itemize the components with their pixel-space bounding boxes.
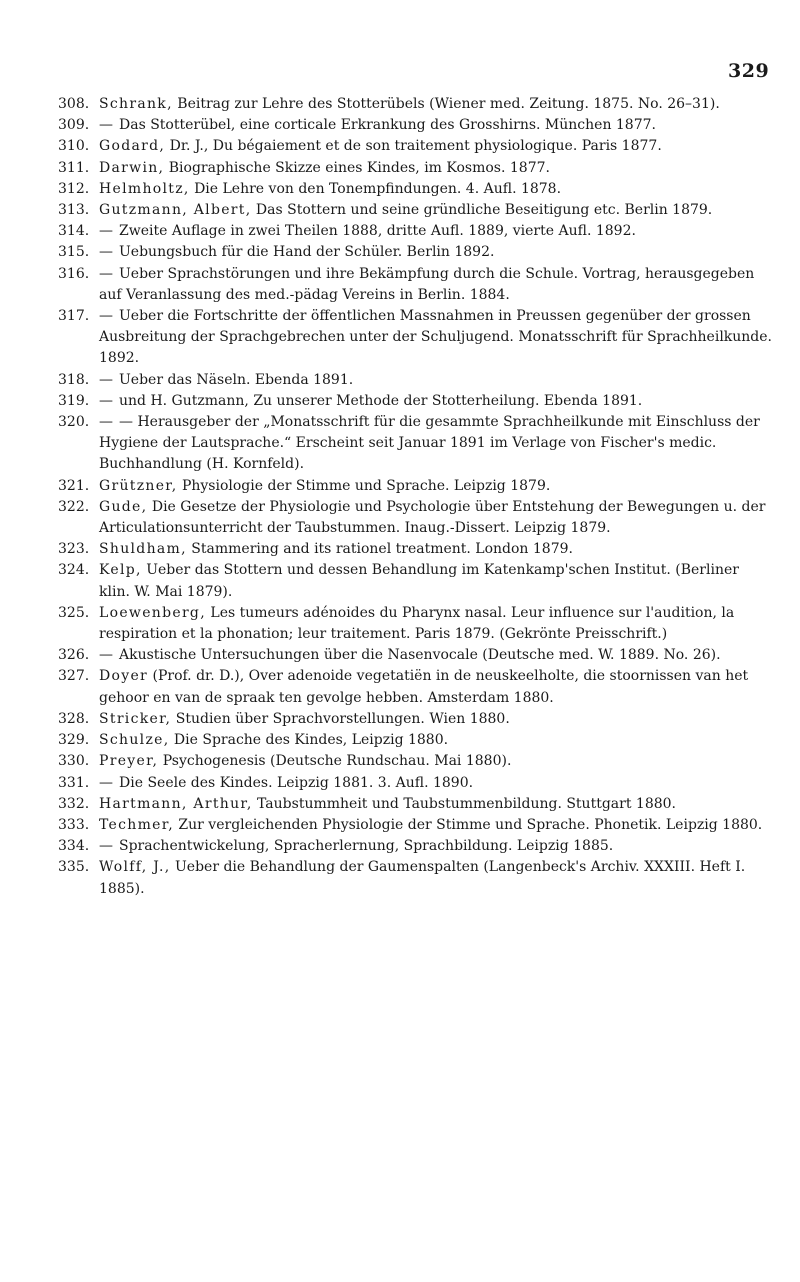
bibliography-entry <box>58 136 774 157</box>
entry-author: Stricker, <box>99 710 172 727</box>
bibliography-entry <box>58 836 774 857</box>
entry-author: Helmholtz, <box>99 180 190 197</box>
ditto-dash: — <box>99 244 113 261</box>
entry-text: Taubstummheit und Taubstummenbildung. Stuttgart 1880. <box>252 795 676 812</box>
bibliography-entry <box>58 391 774 412</box>
bibliography-entry <box>58 560 774 602</box>
entry-number: 324. <box>58 562 90 579</box>
entry-number: 320. <box>58 414 90 431</box>
ditto-dash: — <box>99 308 113 325</box>
entry-text: Ueber das Stottern und dessen Behandlung im Katenkamp'schen Institut. (Berliner klin. W. Mai 1879). <box>99 562 739 600</box>
ditto-dash: — <box>99 774 113 791</box>
entry-text: Sprachentwickelung, Spracherlernung, Sprachbildung. Leipzig 1885. <box>119 838 614 855</box>
entry-number: 330. <box>58 753 90 770</box>
bibliography-entry <box>58 158 774 179</box>
entry-text: Ueber die Behandlung der Gaumenspalten (Langenbeck's Archiv. XXXIII. Heft I. 1885). <box>99 859 746 897</box>
entry-text: Ueber das Näseln. Ebenda 1891. <box>119 371 354 388</box>
entry-text: Uebungsbuch für die Hand der Schüler. Berlin 1892. <box>119 244 495 261</box>
entry-text: — Herausgeber der „Monatsschrift für die gesammte Sprachheilkunde mit Einschluss der Hygiene der Lautsprache.“ Erscheint seit Januar 1891 im Verlage von Fischer's medic. Buchhandlung (H. Kornfeld). <box>99 414 760 473</box>
bibliography-entry <box>58 666 774 708</box>
ditto-dash: — <box>99 392 113 409</box>
bibliography-entry <box>58 709 774 730</box>
entry-text: Psychogenesis (Deutsche Rundschau. Mai 1880). <box>158 753 512 770</box>
bibliography-entry <box>58 200 774 221</box>
bibliography-entry <box>58 857 774 899</box>
entry-author: Shuldham, <box>99 541 187 558</box>
ditto-dash: — <box>99 223 113 240</box>
entry-text: Studien über Sprachvorstellungen. Wien 1880. <box>171 710 510 727</box>
entry-text: Les tumeurs adénoides du Pharynx nasal. Leur influence sur l'audition, la respiration et la phonation; leur traitement. Paris 1879. (Gekrönte Preisschrift.) <box>99 604 735 643</box>
bibliography-entry <box>58 370 774 391</box>
entry-text: (Prof. dr. D.), Over adenoide vegetatiën in de neuskeelholte, die stoornissen van het gehoor en van de spraak ten gevolge hebben. Amsterdam 1880. <box>99 668 749 706</box>
bibliography-entry <box>58 794 774 815</box>
entry-number: 316. <box>58 265 90 282</box>
bibliography-entry <box>58 815 774 836</box>
entry-author: Doyer <box>99 668 149 685</box>
entry-number: 319. <box>58 392 90 409</box>
entry-number: 333. <box>58 816 90 833</box>
entry-author: Techmer, <box>99 816 174 833</box>
entry-number: 329. <box>58 732 90 749</box>
bibliography-entry <box>58 603 774 645</box>
bibliography-entry <box>58 115 774 136</box>
entry-number: 326. <box>58 647 90 664</box>
ditto-dash: — <box>99 117 113 134</box>
bibliography-entry <box>58 412 774 476</box>
entry-text: Dr. J., Du bégaiement et de son traitement physiologique. Paris 1877. <box>165 138 662 155</box>
bibliography-entry <box>58 264 774 306</box>
entry-text: Ueber die Fortschritte der öffentlichen Massnahmen in Preussen gegenüber der grossen Ausbreitung der Sprachgebrechen unter der Schuljugend. Monatsschrift für Sprachheilkunde. 1892. <box>99 308 773 367</box>
bibliography-entry <box>58 179 774 200</box>
entry-number: 321. <box>58 477 90 494</box>
entry-text: Beitrag zur Lehre des Stotterübels (Wiener med. Zeitung. 1875. No. 26–31). <box>172 96 720 112</box>
bibliography-entry <box>58 476 774 497</box>
bibliography-entry <box>58 773 774 794</box>
ditto-dash: — <box>99 838 113 855</box>
entry-number: 334. <box>58 838 90 855</box>
bibliography-list <box>58 94 774 900</box>
entry-number: 312. <box>58 180 90 197</box>
entry-number: 317. <box>58 308 90 325</box>
bibliography-entry <box>58 306 774 370</box>
entry-text: Physiologie der Stimme und Sprache. Leipzig 1879. <box>177 477 551 494</box>
entry-text: Die Seele des Kindes. Leipzig 1881. 3. Aufl. 1890. <box>119 774 474 791</box>
bibliography-entry <box>58 242 774 263</box>
entry-author: Schrank, <box>99 96 173 112</box>
entry-number: 327. <box>58 668 90 685</box>
bibliography-entry <box>58 751 774 772</box>
entry-number: 325. <box>58 604 90 621</box>
bibliography-entry <box>58 645 774 666</box>
entry-author: Kelp, <box>99 562 142 579</box>
entry-text: Stammering and its rationel treatment. London 1879. <box>186 541 573 558</box>
entry-author: Darwin, <box>99 159 165 176</box>
entry-number: 310. <box>58 138 90 155</box>
entry-number: 308. <box>58 96 90 112</box>
entry-author: Gutzmann, Albert, <box>99 202 252 219</box>
entry-text: Die Sprache des Kindes, Leipzig 1880. <box>169 732 449 749</box>
ditto-dash: — <box>99 265 113 282</box>
entry-text: Zweite Auflage in zwei Theilen 1888, dritte Aufl. 1889, vierte Aufl. 1892. <box>119 223 636 240</box>
entry-text: und H. Gutzmann, Zu unserer Methode der Stotterheilung. Ebenda 1891. <box>119 392 643 409</box>
entry-text: Akustische Untersuchungen über die Nasenvocale (Deutsche med. W. 1889. No. 26). <box>119 647 721 664</box>
entry-author: Preyer, <box>99 753 159 770</box>
bibliography-entry <box>58 221 774 242</box>
entry-number: 311. <box>58 159 90 176</box>
entry-number: 322. <box>58 498 90 515</box>
bibliography-entry <box>58 497 774 539</box>
entry-author: Hartmann, Arthur, <box>99 795 253 812</box>
bibliography-entry <box>58 94 774 115</box>
bibliography-entry <box>58 730 774 751</box>
entry-number: 313. <box>58 202 90 219</box>
entry-text: Die Gesetze der Physiologie und Psychologie über Entstehung der Bewegungen u. der Articulationsunterricht der Taubstummen. Inaug.-Dissert. Leipzig 1879. <box>99 498 766 537</box>
entry-text: Biographische Skizze eines Kindes, im Kosmos. 1877. <box>164 159 550 176</box>
bibliography-entry <box>58 539 774 560</box>
entry-number: 332. <box>58 795 90 812</box>
entry-number: 331. <box>58 774 90 791</box>
entry-number: 309. <box>58 117 90 134</box>
entry-number: 318. <box>58 371 90 388</box>
entry-text: Das Stotterübel, eine corticale Erkrankung des Grosshirns. München 1877. <box>119 117 656 134</box>
entry-number: 335. <box>58 859 90 876</box>
entry-text: Ueber Sprachstörungen und ihre Bekämpfung durch die Schule. Vortrag, herausgegeben auf Veranlassung des med.-pädag Vereins in Berlin. 1884. <box>99 265 755 303</box>
entry-text: Zur vergleichenden Physiologie der Stimme und Sprache. Phonetik. Leipzig 1880. <box>173 816 763 833</box>
entry-author: Loewenberg, <box>99 604 206 621</box>
entry-author: Gude, <box>99 498 148 515</box>
entry-author: Grützner, <box>99 477 178 494</box>
entry-number: 314. <box>58 223 90 240</box>
entry-number: 315. <box>58 244 90 261</box>
ditto-dash: — <box>99 647 113 664</box>
entry-text: Die Lehre von den Tonempfindungen. 4. Aufl. 1878. <box>189 180 562 197</box>
ditto-dash: — <box>99 371 113 388</box>
entry-number: 328. <box>58 710 90 727</box>
entry-author: Wolff, J., <box>99 859 171 876</box>
entry-author: Godard, <box>99 138 166 155</box>
ditto-dash: — <box>99 414 113 431</box>
entry-number: 323. <box>58 541 90 558</box>
entry-author: Schulze, <box>99 732 170 749</box>
page-number: 329 <box>728 60 770 82</box>
entry-text: Das Stottern und seine gründliche Beseitigung etc. Berlin 1879. <box>251 202 713 219</box>
